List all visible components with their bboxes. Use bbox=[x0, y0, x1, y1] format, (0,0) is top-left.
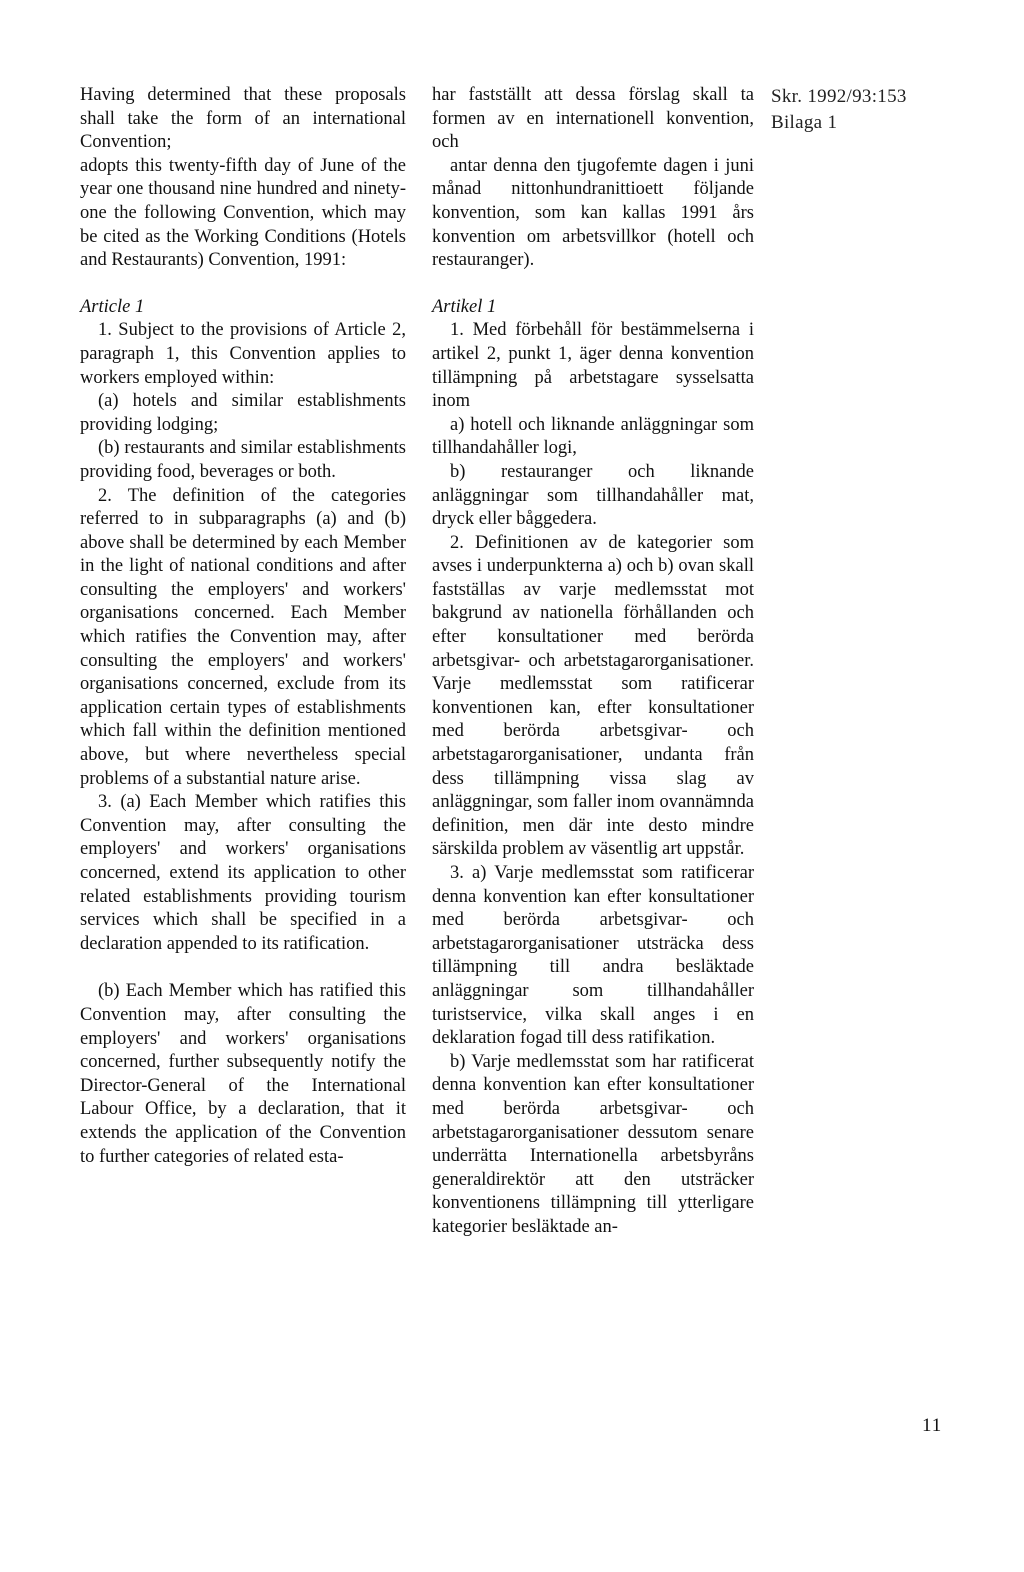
english-paragraph-1a: (a) hotels and similar establishments providing lodging; bbox=[80, 391, 406, 435]
english-preamble-1: Having determined that these proposals shall take the form of an international Convention; bbox=[80, 85, 406, 153]
document-number: Skr. 1992/93:153 bbox=[771, 86, 907, 107]
english-paragraph-3a: 3. (a) Each Member which ratifies this Convention may, after consulting the employers' and workers' organisations concerned, extend its application to other related establishments providing tourism services which shall be specified in a declaration appended to its ratification. bbox=[80, 792, 406, 954]
swedish-paragraph-1a: a) hotell och liknande anläggningar som tillhandahåller logi, bbox=[432, 414, 754, 459]
swedish-paragraph-2: 2. Definitionen av de kategorier som avses i underpunkterna a) och b) ovan skall fastställas av varje medlemsstat mot bakgrund av nationella förhållanden och efter konsultationer med berörda arbetsgivar- och arbetstagarorganisationer. Varje medlemsstat som ratificerar konventionen kan, efter konsultationer med berörda arbetsgivar- och arbetstagarorganisationer, undanta från dess tillämpning vissa slag av anläggningar, som faller inom ovannämnda definition, men där inte desto mindre särskilda problem av väsentlig art uppstår. bbox=[432, 532, 754, 860]
swedish-column bbox=[432, 84, 754, 1240]
english-paragraph-2: 2. The definition of the categories referred to in subparagraphs (a) and (b) above shall be determined by each Member in the light of national conditions and after consulting the employers' and workers' organisations concerned. Each Member which ratifies the Convention may, after consulting the employers' and workers' organisations concerned, exclude from its application certain types of establishments which fall within the definition mentioned above, but where nevertheless special problems of a substantial nature arise. bbox=[80, 485, 406, 789]
swedish-paragraph-1b: b) restauranger och liknande anläggningar som tillhandahåller mat, dryck eller båggedera. bbox=[432, 461, 754, 530]
english-paragraph-3b: (b) Each Member which has ratified this Convention may, after consulting the employers' and workers' organisations concerned, further subsequently notify the Director-General of the International Labour Office, by a declaration, that it extends the application of the Convention to further categories of related esta- bbox=[80, 981, 406, 1167]
swedish-paragraph-3b: b) Varje medlemsstat som har ratificerat denna konvention kan efter konsultationer med berörda arbetsgivar- och arbetstagarorganisationer dessutom senare underrätta Internationella arbetsbyråns generaldirektör att den utsträcker konventionens tillämpning till ytterligare kategorier besläktade an- bbox=[432, 1051, 754, 1237]
english-paragraph-1: 1. Subject to the provisions of Article 2, paragraph 1, this Convention applies to workers employed within: bbox=[80, 320, 406, 388]
annex-label: Bilaga 1 bbox=[771, 112, 838, 133]
english-column bbox=[80, 84, 406, 1169]
swedish-preamble-2: antar denna den tjugofemte dagen i juni månad nittonhundranittioett följande konvention, som kan kallas 1991 års konvention om arbetsvillkor (hotell och restauranger). bbox=[432, 155, 754, 271]
swedish-article-heading: Artikel 1 bbox=[432, 296, 497, 317]
swedish-preamble-1: har fastställt att dessa förslag skall ta formen av en internationell konvention, och bbox=[432, 85, 754, 153]
page-number: 11 bbox=[922, 1415, 943, 1436]
english-article-heading: Article 1 bbox=[80, 296, 145, 317]
document-reference bbox=[771, 84, 991, 136]
swedish-paragraph-1: 1. Med förbehåll för bestämmelserna i artikel 2, punkt 1, äger denna konvention tillämpning på arbetstagare sysselsatta inom bbox=[432, 320, 754, 412]
english-paragraph-1b: (b) restaurants and similar establishments providing food, beverages or both. bbox=[80, 438, 406, 482]
english-preamble-2: adopts this twenty-fifth day of June of the year one thousand nine hundred and ninety-one the following Convention, which may be cited as the Working Conditions (Hotels and Restaurants) Convention, 1991: bbox=[80, 155, 406, 271]
swedish-paragraph-3a: 3. a) Varje medlemsstat som ratificerar denna konvention kan efter konsultationer med berörda arbetsgivar- och arbetstagarorganisationer utsträcka dess tillämpning till andra besläktade anläggningar som tillhandahåller turistservice, vilka skall anges i en deklaration fogad till dess ratifikation. bbox=[432, 863, 754, 1049]
english-paragraph-spacer bbox=[80, 956, 406, 980]
